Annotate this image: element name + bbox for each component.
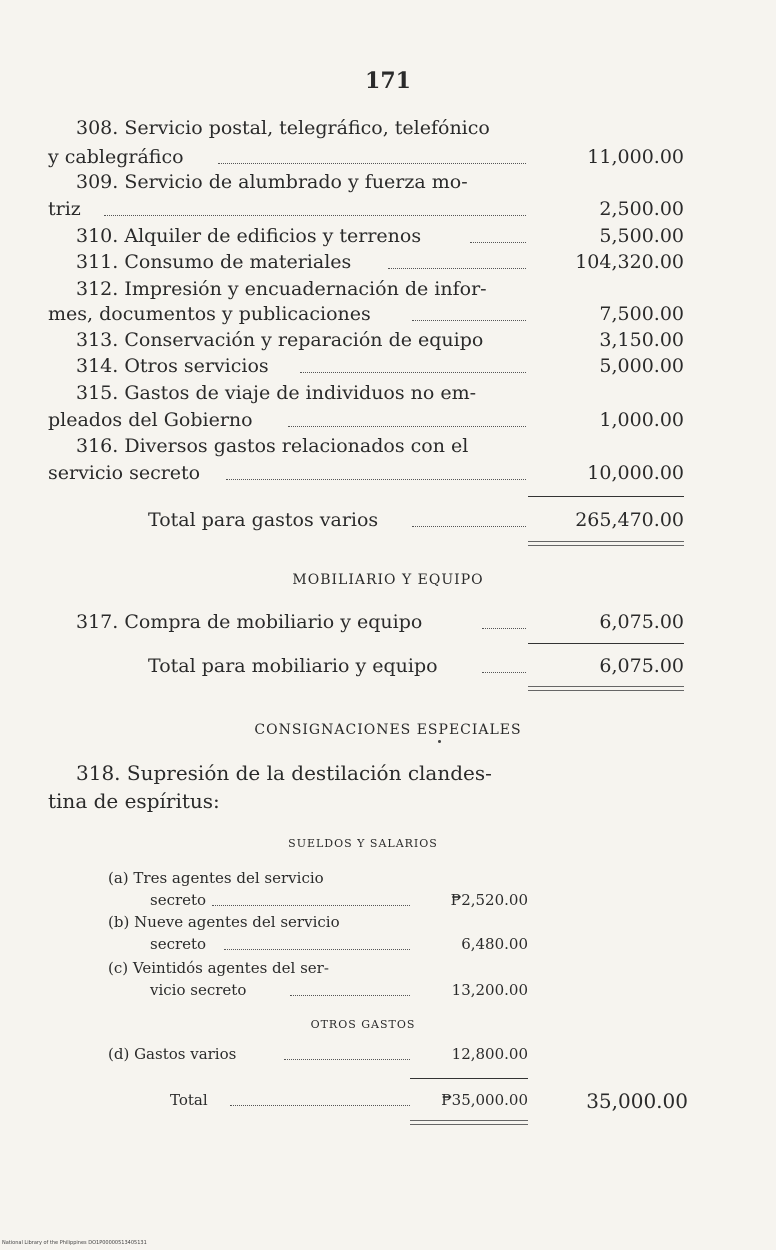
item-318-line2: tina de espíritus: [48, 789, 220, 813]
footer-credit: National Library of the Philippines DO1P00000513405131 [2, 1240, 147, 1246]
leader-dots [230, 1105, 410, 1106]
total-especiales-label: Total [170, 1091, 208, 1109]
item-310-amount: 5,500.00 [599, 225, 684, 247]
total-especiales-sub-amount: ₱35,000.00 [441, 1091, 528, 1109]
item-308-line2: y cablegráfico [48, 146, 184, 168]
item-314-line: 314. Otros servicios [76, 355, 269, 377]
print-speck [438, 740, 441, 743]
item-308-amount: 11,000.00 [587, 146, 684, 168]
item-308-line1: 308. Servicio postal, telegráfico, telefónico [76, 117, 490, 139]
subitem-a-amount: ₱2,520.00 [450, 891, 528, 909]
heading-otros-gastos: OTROS GASTOS [310, 1018, 416, 1031]
item-315-line2: pleados del Gobierno [48, 409, 253, 431]
leader-dots [482, 672, 526, 673]
subitem-c-line1: (c) Veintidós agentes del ser- [108, 959, 329, 977]
leader-dots [412, 320, 526, 321]
double-rule [528, 686, 684, 691]
item-313-amount: 3,150.00 [599, 329, 684, 351]
item-311-line: 311. Consumo de materiales [76, 251, 352, 273]
leader-dots [482, 628, 526, 629]
leader-dots [412, 526, 526, 527]
page-number: 171 [365, 68, 411, 94]
leader-dots [288, 426, 526, 427]
leader-dots [226, 479, 526, 480]
total-varios-label: Total para gastos varios [148, 509, 379, 531]
item-309-amount: 2,500.00 [599, 198, 684, 220]
double-rule [528, 541, 684, 546]
item-316-amount: 10,000.00 [587, 462, 684, 484]
sum-rule [528, 643, 684, 644]
subitem-c-amount: 13,200.00 [451, 981, 528, 999]
leader-dots [224, 949, 410, 950]
leader-dots [300, 372, 526, 373]
leader-dots [290, 995, 410, 996]
item-312-line1: 312. Impresión y encuadernación de infor- [76, 278, 487, 300]
subitem-a-line2: secreto [150, 891, 207, 909]
item-317-amount: 6,075.00 [599, 611, 684, 633]
item-312-line2: mes, documentos y publicaciones [48, 303, 371, 325]
total-mobiliario-amount: 6,075.00 [599, 655, 684, 677]
item-309-line1: 309. Servicio de alumbrado y fuerza mo- [76, 171, 468, 193]
sum-rule [528, 496, 684, 497]
subitem-c-line2: vicio secreto [150, 981, 247, 999]
leader-dots [284, 1059, 410, 1060]
total-mobiliario-label: Total para mobiliario y equipo [148, 655, 438, 677]
item-310-line: 310. Alquiler de edificios y terrenos [76, 225, 422, 247]
double-rule [410, 1120, 528, 1125]
subitem-b-line1: (b) Nueve agentes del servicio [108, 913, 340, 931]
subitem-b-amount: 6,480.00 [461, 935, 528, 953]
leader-dots [104, 215, 526, 216]
leader-dots [470, 242, 526, 243]
item-315-line1: 315. Gastos de viaje de individuos no em- [76, 382, 477, 404]
subitem-b-line2: secreto [150, 935, 207, 953]
heading-consignaciones: CONSIGNACIONES ESPECIALES [254, 722, 522, 738]
total-especiales-amount: 35,000.00 [586, 1089, 688, 1113]
subitem-d-amount: 12,800.00 [451, 1045, 528, 1063]
leader-dots [212, 905, 410, 906]
total-varios-amount: 265,470.00 [575, 509, 684, 531]
item-309-line2: triz [48, 198, 81, 220]
item-316-line1: 316. Diversos gastos relacionados con el [76, 435, 469, 457]
item-311-amount: 104,320.00 [575, 251, 684, 273]
item-312-amount: 7,500.00 [599, 303, 684, 325]
subitem-d-line: (d) Gastos varios [108, 1045, 237, 1063]
item-315-amount: 1,000.00 [599, 409, 684, 431]
heading-mobiliario: MOBILIARIO Y EQUIPO [292, 572, 484, 588]
leader-dots [218, 163, 526, 164]
subitem-a-line1: (a) Tres agentes del servicio [108, 869, 324, 887]
item-313-line: 313. Conservación y reparación de equipo [76, 329, 484, 351]
item-317-line: 317. Compra de mobiliario y equipo [76, 611, 423, 633]
item-318-line1: 318. Supresión de la destilación clandes- [76, 761, 492, 785]
item-314-amount: 5,000.00 [599, 355, 684, 377]
leader-dots [388, 268, 526, 269]
item-316-line2: servicio secreto [48, 462, 201, 484]
heading-sueldos: SUELDOS Y SALARIOS [288, 837, 438, 850]
sum-rule [410, 1078, 528, 1079]
